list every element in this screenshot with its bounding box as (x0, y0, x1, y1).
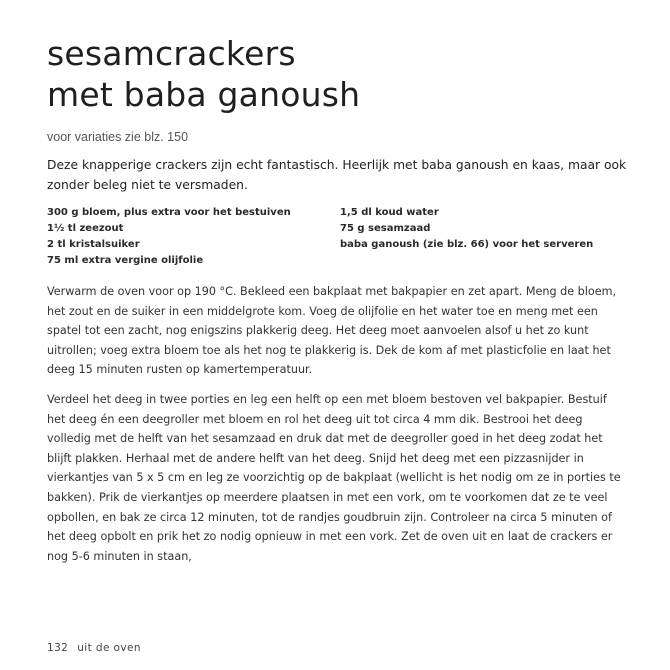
ingredient-item: baba ganoush (zie blz. 66) voor het serveren (340, 239, 594, 250)
ingredients-column-left (47, 205, 340, 269)
ingredient-item: 1,5 dl koud water (340, 207, 439, 218)
recipe-title-line-1: sesamcrackers (47, 34, 296, 73)
page-number: 132 (47, 642, 69, 654)
ingredients-list (47, 205, 627, 269)
ingredient-item: 1½ tl zeezout (47, 223, 124, 234)
recipe-intro: Deze knapperige crackers zijn echt fantastisch. Heerlijk met baba ganoush en kaas, maar ook zonder beleg niet te versmaden. (47, 158, 627, 192)
method-paragraph-2: Verdeel het deeg in twee porties en leg een helft op een met bloem bestoven vel bakpapier. Bestuif het deeg én een deegroller met bloem en rol het deeg uit tot circa 4 mm dik. Bestrooi het deeg volledig met de helft van het sesamzaad en druk dat met de deegroller goed in het deeg zodat het blijft plakken. Herhaal met de andere helft van het deeg. Snijd het deeg met een pizzasnijder in vierkantjes van 5 x 5 cm en leg ze voorzichtig op de bakplaat (wellicht is het nodig om ze in porties te bakken). Prik de vierkantjes op meerdere plaatsen in met een vork, om te voorkomen dat ze te veel opbollen, en bak ze circa 12 minuten, tot de randjes goudbruin zijn. Controleer na circa 5 minuten of het deeg opbolt en prik het zo nodig opnieuw in met een vork. Zet de oven uit en laat de crackers er nog 5-6 minuten in staan, (47, 392, 621, 563)
recipe-title-line-2: met baba ganoush (47, 75, 361, 114)
ingredient-item: 75 g sesamzaad (340, 223, 431, 234)
variations-note: voor variaties zie blz. 150 (47, 130, 189, 144)
section-name: uit de oven (77, 642, 141, 654)
ingredient-item: 300 g bloem, plus extra voor het bestuiven (47, 207, 291, 218)
ingredient-item: 2 tl kristalsuiker (47, 239, 140, 250)
recipe-title (47, 33, 627, 115)
method-paragraph-1: Verwarm de oven voor op 190 °C. Bekleed een bakplaat met bakpapier en zet apart. Meng de bloem, het zout en de suiker in een middelgrote kom. Voeg de olijfolie en het water toe en meng met een spatel tot een zacht, nog enigszins plakkerig deeg. Het deeg moet aanvoelen alsof u het zo kunt uitrollen; voeg extra bloem toe als het nog te plakkerig is. Dek de kom af met plasticfolie en laat het deeg 15 minuten rusten op kamertemperatuur. (47, 285, 617, 377)
ingredient-item: 75 ml extra vergine olijfolie (47, 255, 204, 266)
recipe-page (47, 33, 627, 566)
ingredients-column-right (340, 205, 627, 269)
page-footer (47, 642, 141, 654)
